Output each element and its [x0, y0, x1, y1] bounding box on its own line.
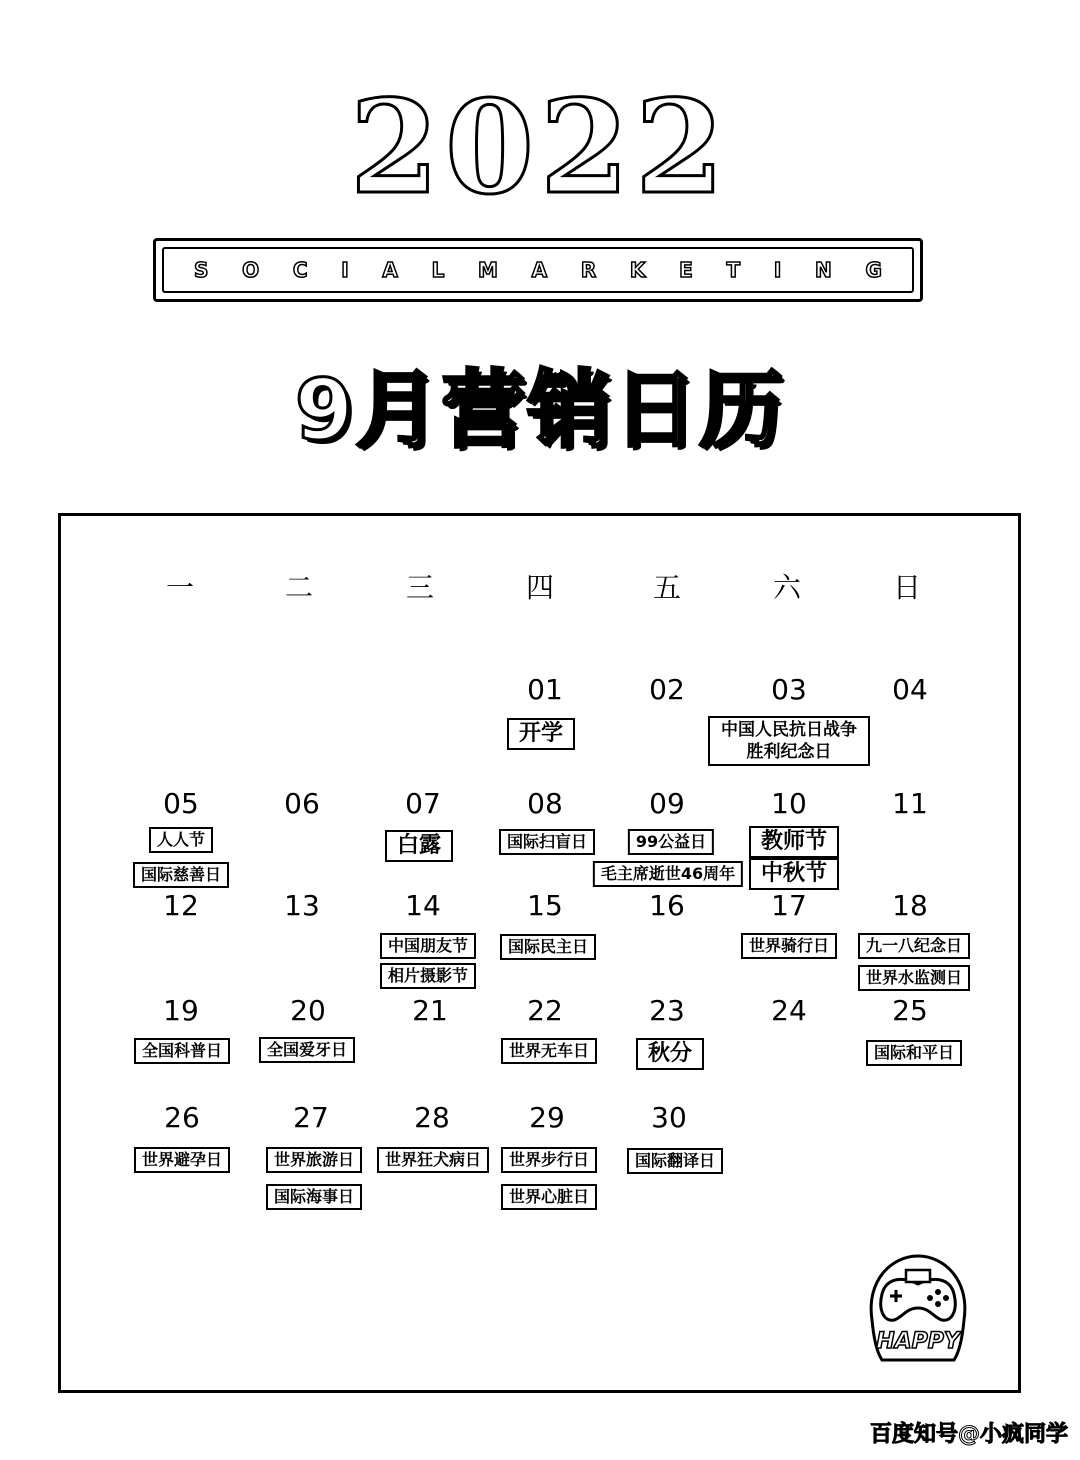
- calendar-title: 9月营销日历: [294, 361, 786, 459]
- day-number: 13: [284, 889, 320, 922]
- event-tag: 世界避孕日: [134, 1147, 230, 1173]
- day-number: 27: [293, 1101, 329, 1134]
- event-tag: 中国人民抗日战争胜利纪念日: [708, 716, 870, 766]
- banner-letter: C: [292, 258, 308, 282]
- event-tag: 国际海事日: [266, 1184, 362, 1210]
- weekday-mon: 一: [165, 571, 194, 604]
- banner-letter: K: [629, 258, 646, 282]
- banner-letter: I: [773, 258, 782, 282]
- source-watermark: 百度知号@小疯同学: [869, 1422, 1068, 1447]
- day-number: 01: [527, 673, 563, 706]
- banner-letter: T: [726, 258, 741, 282]
- weekday-tue: 二: [284, 571, 313, 604]
- banner-letter: G: [865, 258, 882, 282]
- event-tag: 世界旅游日: [266, 1147, 362, 1173]
- day-number: 26: [164, 1101, 200, 1134]
- day-number: 16: [649, 889, 685, 922]
- day-number: 10: [771, 787, 807, 820]
- event-tag: 国际翻译日: [627, 1148, 723, 1174]
- day-number: 15: [527, 889, 563, 922]
- banner-letter: A: [382, 258, 398, 282]
- event-tag: 99公益日: [628, 829, 714, 855]
- gamepad-happy-badge: [862, 1250, 974, 1366]
- weekday-wed: 三: [405, 571, 434, 604]
- banner-letter: E: [679, 258, 693, 282]
- banner-letter: N: [815, 258, 832, 282]
- day-number: 20: [290, 994, 326, 1027]
- weekday-sat: 六: [772, 571, 801, 604]
- event-tag: 相片摄影节: [380, 963, 476, 989]
- day-number: 30: [651, 1101, 687, 1134]
- event-tag: 世界水监测日: [858, 965, 970, 991]
- day-number: 02: [649, 673, 685, 706]
- day-number: 23: [649, 994, 685, 1027]
- day-number: 09: [649, 787, 685, 820]
- day-number: 24: [771, 994, 807, 1027]
- banner-letter: R: [580, 258, 597, 282]
- banner-letter: I: [341, 258, 349, 282]
- day-number: 08: [527, 787, 563, 820]
- day-number: 22: [527, 994, 563, 1027]
- event-tag: 教师节: [749, 826, 839, 858]
- event-tag: 国际和平日: [866, 1040, 962, 1066]
- banner-letter: S: [194, 258, 209, 282]
- day-number: 28: [414, 1101, 450, 1134]
- event-tag: 毛主席逝世46周年: [593, 861, 743, 887]
- event-tag: 中国朋友节: [380, 933, 476, 959]
- day-number: 11: [892, 787, 928, 820]
- badge-label: HAPPY: [876, 1329, 960, 1354]
- banner-letter: M: [478, 258, 498, 282]
- day-number: 19: [163, 994, 199, 1027]
- day-number: 04: [892, 673, 928, 706]
- day-number: 21: [412, 994, 448, 1027]
- weekday-fri: 五: [652, 571, 681, 604]
- event-tag: 世界步行日: [501, 1147, 597, 1173]
- event-tag: 国际民主日: [500, 934, 596, 960]
- banner-letter: L: [431, 258, 445, 282]
- day-number: 07: [405, 787, 441, 820]
- day-number: 05: [163, 787, 199, 820]
- day-number: 18: [892, 889, 928, 922]
- event-tag: 中秋节: [749, 858, 839, 890]
- event-tag: 人人节: [149, 827, 213, 853]
- event-tag: 白露: [385, 830, 453, 862]
- day-number: 03: [771, 673, 807, 706]
- banner-letter: A: [531, 258, 548, 282]
- event-tag: 全国爱牙日: [259, 1037, 355, 1063]
- event-tag: 国际扫盲日: [499, 829, 595, 855]
- weekday-thu: 四: [525, 571, 554, 604]
- social-marketing-banner: [153, 238, 923, 302]
- day-number: 29: [529, 1101, 565, 1134]
- year-title: 2022: [349, 73, 731, 223]
- event-tag: 开学: [507, 718, 575, 750]
- banner-letters: [162, 247, 914, 293]
- day-number: 06: [284, 787, 320, 820]
- day-number: 12: [163, 889, 199, 922]
- event-tag: 世界骑行日: [741, 933, 837, 959]
- event-tag: 世界狂犬病日: [377, 1147, 489, 1173]
- day-number: 14: [405, 889, 441, 922]
- day-number: 17: [771, 889, 807, 922]
- event-tag: 国际慈善日: [133, 862, 229, 888]
- event-tag: 全国科普日: [134, 1038, 230, 1064]
- banner-letter: O: [242, 258, 260, 282]
- event-tag: 世界无车日: [501, 1038, 597, 1064]
- weekday-sun: 日: [892, 571, 921, 604]
- day-number: 25: [892, 994, 928, 1027]
- event-tag: 九一八纪念日: [858, 933, 970, 959]
- event-tag: 秋分: [636, 1038, 704, 1070]
- event-tag: 世界心脏日: [501, 1184, 597, 1210]
